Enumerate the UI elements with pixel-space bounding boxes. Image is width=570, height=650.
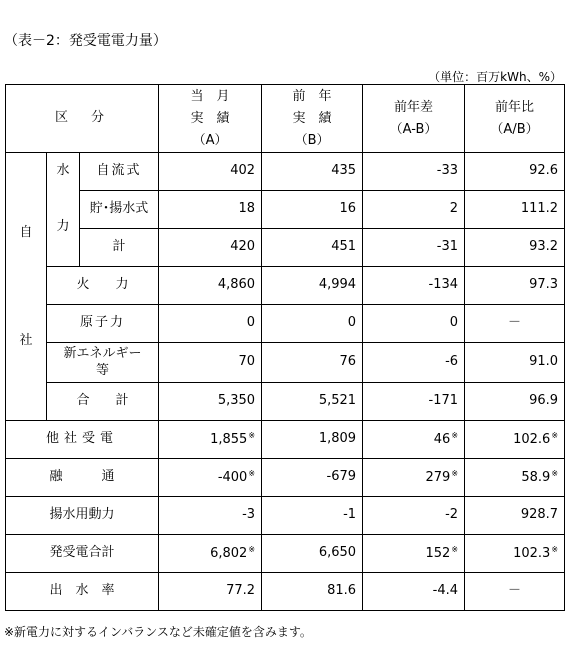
cell-b: -1	[262, 497, 363, 535]
cell-a: -3	[159, 497, 262, 535]
row-label: 計	[80, 229, 159, 267]
row-label: 貯･揚水式	[80, 191, 159, 229]
cell-b: -679	[262, 459, 363, 497]
group-hydro: 水 力	[47, 153, 80, 267]
row-label: 原子力	[47, 305, 159, 343]
unit-note: （単位：百万kWh、%）	[428, 70, 562, 84]
cell-ratio: 96.9	[465, 383, 565, 421]
note-mark: ※	[451, 468, 459, 478]
table-row	[6, 267, 565, 305]
cell-diff: -6	[363, 343, 465, 383]
cell-a: 18	[159, 191, 262, 229]
cell-diff: -31	[363, 229, 465, 267]
cell-b: 5,521	[262, 383, 363, 421]
cell-ratio: 102.6※	[465, 421, 565, 459]
row-label: 発受電合計	[6, 535, 159, 573]
cell-a: 70	[159, 343, 262, 383]
table-row	[6, 343, 565, 383]
cell-ratio: －	[465, 305, 565, 343]
table-row	[6, 497, 565, 535]
cell-a: 1,855※	[159, 421, 262, 459]
row-label: 新エネルギー等	[47, 343, 159, 383]
cell-ratio: 928.7	[465, 497, 565, 535]
cell-b: 1,809	[262, 421, 363, 459]
note-mark: ※	[551, 544, 559, 554]
cell-b: 4,994	[262, 267, 363, 305]
header-row	[6, 85, 565, 153]
cell-ratio: 92.6	[465, 153, 565, 191]
table-row	[6, 535, 565, 573]
table-row	[6, 153, 565, 191]
cell-ratio: 91.0	[465, 343, 565, 383]
cell-a: 6,802※	[159, 535, 262, 573]
row-label: 揚水用動力	[6, 497, 159, 535]
table-row	[6, 305, 565, 343]
table-row	[6, 459, 565, 497]
cell-a: 5,350	[159, 383, 262, 421]
cell-diff: 279※	[363, 459, 465, 497]
note-mark: ※	[551, 430, 559, 440]
note-mark: ※	[248, 430, 256, 440]
cell-b: 81.6	[262, 573, 363, 611]
cell-b: 16	[262, 191, 363, 229]
cell-diff: 152※	[363, 535, 465, 573]
table-row	[6, 421, 565, 459]
cell-b: 435	[262, 153, 363, 191]
row-label: 火 力	[47, 267, 159, 305]
cell-diff: 46※	[363, 421, 465, 459]
footnote: ※新電力に対するインバランスなど未確定値を含みます。	[4, 625, 312, 639]
row-label: 自流式	[80, 153, 159, 191]
cell-diff: 0	[363, 305, 465, 343]
cell-diff: -4.4	[363, 573, 465, 611]
cell-ratio: 102.3※	[465, 535, 565, 573]
row-label: 融 通	[6, 459, 159, 497]
cell-a: 4,860	[159, 267, 262, 305]
table-row	[6, 383, 565, 421]
cell-b: 6,650	[262, 535, 363, 573]
note-mark: ※	[451, 544, 459, 554]
cell-ratio: 111.2	[465, 191, 565, 229]
note-mark: ※	[248, 544, 256, 554]
header-category: 区 分	[6, 85, 159, 153]
group-self: 自 社	[6, 153, 47, 421]
power-table	[5, 84, 565, 611]
cell-diff: -33	[363, 153, 465, 191]
cell-ratio: －	[465, 573, 565, 611]
cell-b: 0	[262, 305, 363, 343]
row-label: 合 計	[47, 383, 159, 421]
header-current-month: 当 月 実 績 （A）	[159, 85, 262, 153]
cell-a: 402	[159, 153, 262, 191]
page-title: （表－2：発受電電力量）	[4, 33, 167, 49]
table-row	[6, 191, 565, 229]
note-mark: ※	[551, 468, 559, 478]
row-label: 出 水 率	[6, 573, 159, 611]
row-label: 他社受電	[6, 421, 159, 459]
cell-a: 0	[159, 305, 262, 343]
cell-ratio: 58.9※	[465, 459, 565, 497]
cell-diff: -134	[363, 267, 465, 305]
cell-a: 77.2	[159, 573, 262, 611]
header-prev-year: 前 年 実 績 （B）	[262, 85, 363, 153]
table-row	[6, 573, 565, 611]
cell-a: 420	[159, 229, 262, 267]
cell-ratio: 93.2	[465, 229, 565, 267]
cell-a: -400※	[159, 459, 262, 497]
note-mark: ※	[451, 430, 459, 440]
cell-diff: 2	[363, 191, 465, 229]
note-mark: ※	[248, 468, 256, 478]
cell-ratio: 97.3	[465, 267, 565, 305]
cell-diff: -171	[363, 383, 465, 421]
cell-b: 451	[262, 229, 363, 267]
cell-diff: -2	[363, 497, 465, 535]
header-ratio: 前年比 （A/B）	[465, 85, 565, 153]
header-diff: 前年差 （A-B）	[363, 85, 465, 153]
cell-b: 76	[262, 343, 363, 383]
table-row	[6, 229, 565, 267]
